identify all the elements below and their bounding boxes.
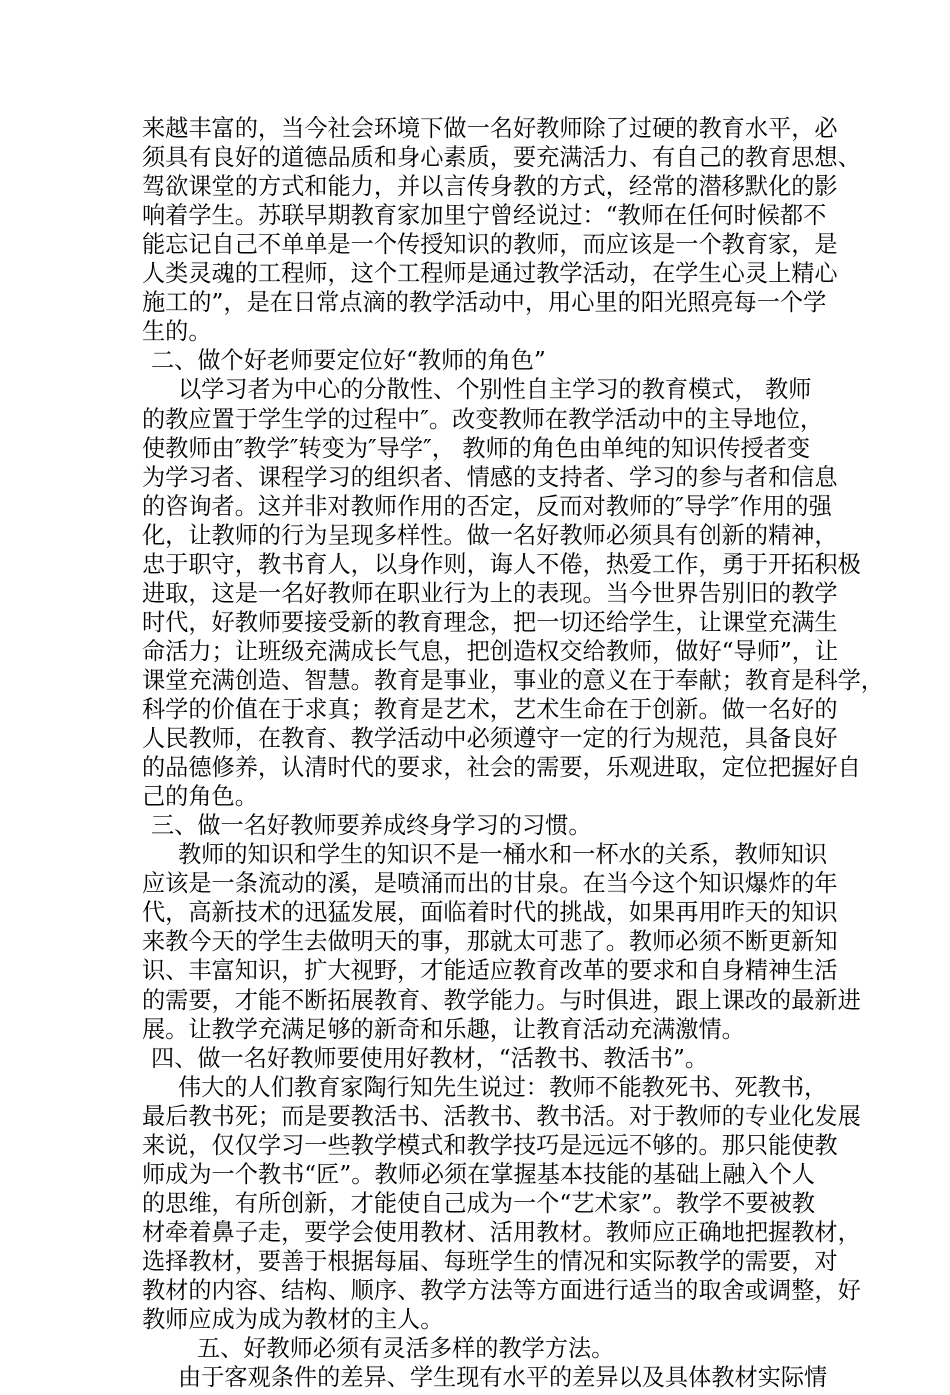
text-line: 施工的”，是在日常点滴的教学活动中，用心里的阳光照亮每一个学: [142, 289, 827, 316]
text-line: 的品德修养，认清时代的要求，社会的需要，乐观进取，定位把握好自: [142, 754, 861, 781]
text-line: 生的。: [142, 318, 212, 345]
text-line: 伟大的人们教育家陶行知先生说过：教师不能教死书、死教书，: [178, 1074, 828, 1101]
text-line: 己的角色。: [142, 783, 258, 810]
text-line: 化，让教师的行为呈现多样性。做一名好教师必须具有创新的精神，: [142, 522, 838, 549]
text-line: 的需要，才能不断拓展教育、教学能力。与时俱进，跟上课改的最新进: [142, 987, 861, 1014]
text-line: 五、好教师必须有灵活多样的教学方法。: [197, 1335, 615, 1362]
text-line: 代，高新技术的迅猛发展，面临着时代的挑战，如果再用昨天的知识: [142, 899, 838, 926]
text-line: 时代，好教师要接受新的教育理念，把一切还给学生，让课堂充满生: [142, 609, 838, 636]
text-line: 材牵着鼻子走，要学会使用教材、活用教材。教师应正确地把握教材，: [142, 1219, 861, 1246]
text-line: 选择教材，要善于根据每届、每班学生的情况和实际教学的需要，对: [142, 1248, 838, 1275]
text-line: 来教今天的学生去做明天的事，那就太可悲了。教师必须不断更新知: [142, 928, 838, 955]
text-line: 师成为一个教书“匠”。教师必须在掌握基本技能的基础上融入个人: [142, 1161, 815, 1188]
text-line: 以学习者为中心的分散性、个别性自主学习的教育模式， 教师: [178, 376, 812, 403]
text-line: 驾欲课堂的方式和能力，并以言传身教的方式，经常的潜移默化的影: [142, 173, 838, 200]
text-line: 课堂充满创造、智慧。教育是事业，事业的意义在于奉献；教育是科学，: [142, 667, 884, 694]
text-line: 教材的内容、结构、顺序、教学方法等方面进行适当的取舍或调整，好: [142, 1277, 861, 1304]
text-line: 最后教书死；而是要教活书、活教书、教书活。对于教师的专业化发展: [142, 1103, 861, 1130]
text-line: 科学的价值在于求真；教育是艺术，艺术生命在于创新。做一名好的: [142, 696, 838, 723]
text-line: 三、做一名好教师要养成终身学习的习惯。: [151, 812, 592, 839]
text-line: 来越丰富的，当今社会环境下做一名好教师除了过硬的教育水平，必: [142, 115, 838, 142]
text-line: 二、做个好老师要定位好“教师的角色”: [151, 347, 546, 374]
text-line: 来说，仅仅学习一些教学模式和教学技巧是远远不够的。那只能使教: [142, 1132, 838, 1159]
text-line: 四、做一名好教师要使用好教材，“活教书、教活书”。: [151, 1045, 709, 1072]
text-line: 教师的知识和学生的知识不是一桶水和一杯水的关系，教师知识: [178, 841, 828, 868]
text-line: 进取，这是一名好教师在职业行为上的表现。当今世界告别旧的教学: [142, 580, 838, 607]
text-line: 须具有良好的道德品质和身心素质，要充满活力、有自己的教育思想、: [142, 144, 861, 171]
text-line: 能忘记自己不单单是一个传授知识的教师，而应该是一个教育家，是: [142, 231, 838, 258]
text-line: 由于客观条件的差异、学生现有水平的差异以及具体教材实际情: [178, 1364, 828, 1391]
text-line: 识、丰富知识，扩大视野，才能适应教育改革的要求和自身精神生活: [142, 957, 838, 984]
text-line: 教师应成为成为教材的主人。: [142, 1306, 444, 1333]
text-line: 命活力；让班级充满成长气息，把创造权交给教师，做好“导师”，让: [142, 638, 839, 665]
text-line: 人民教师，在教育、教学活动中必须遵守一定的行为规范，具备良好: [142, 725, 838, 752]
text-line: 的咨询者。这并非对教师作用的否定，反而对教师的″导学″作用的强: [142, 493, 832, 520]
text-line: 的教应置于学生学的过程中″。改变教师在教学活动中的主导地位，: [142, 406, 824, 433]
text-line: 应该是一条流动的溪，是喷涌而出的甘泉。在当今这个知识爆炸的年: [142, 870, 838, 897]
text-line: 为学习者、课程学习的组织者、情感的支持者、学习的参与者和信息: [142, 464, 838, 491]
text-line: 展。让教学充满足够的新奇和乐趣，让教育活动充满激情。: [142, 1016, 745, 1043]
text-line: 使教师由″教学″转变为″导学″， 教师的角色由单纯的知识传授者变: [142, 435, 811, 462]
text-line: 忠于职守，教书育人，以身作则，诲人不倦，热爱工作，勇于开拓积极: [142, 551, 861, 578]
text-line: 人类灵魂的工程师，这个工程师是通过教学活动，在学生心灵上精心: [142, 260, 838, 287]
text-line: 的思维，有所创新，才能使自己成为一个“艺术家”。教学不要被教: [142, 1190, 815, 1217]
text-line: 响着学生。苏联早期教育家加里宁曾经说过：“教师在任何时候都不: [142, 202, 827, 229]
